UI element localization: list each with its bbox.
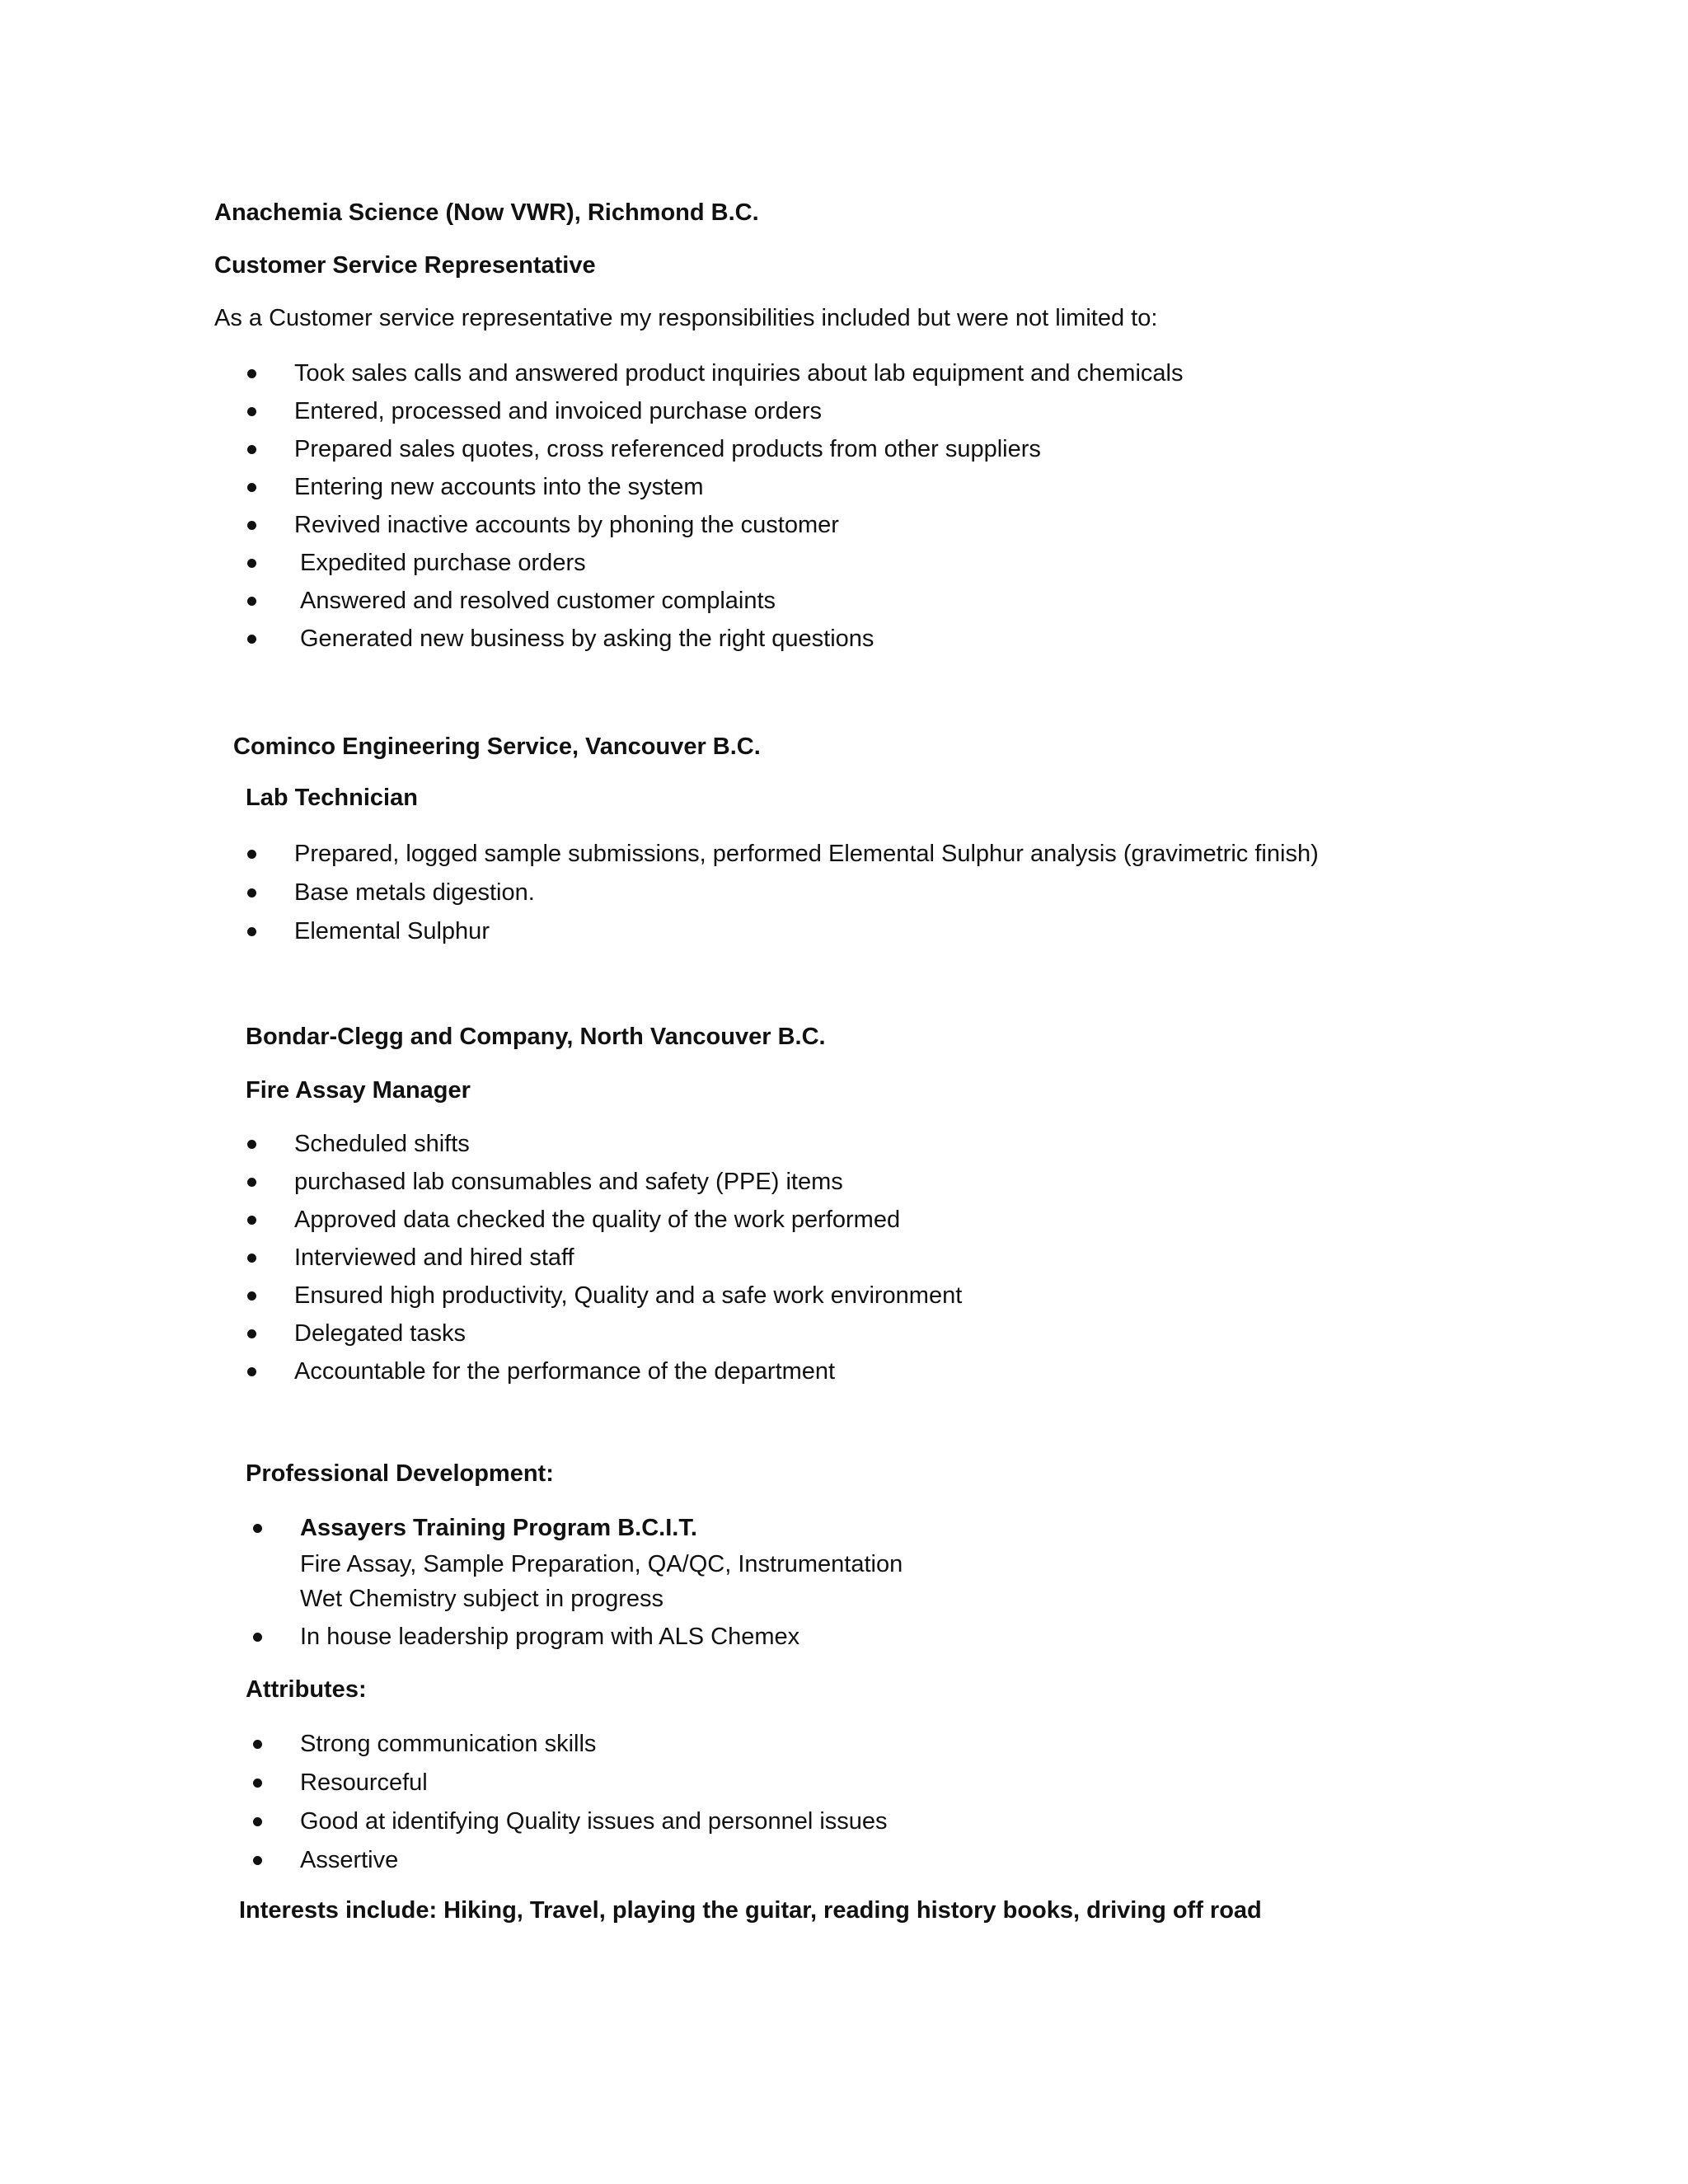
job3-company: Bondar-Clegg and Company, North Vancouver B.C. bbox=[246, 1024, 826, 1050]
bullet-icon bbox=[247, 445, 256, 454]
bullet-icon bbox=[247, 888, 256, 898]
bullet-icon bbox=[247, 407, 256, 416]
program-title: Assayers Training Program B.C.I.T. bbox=[300, 1515, 697, 1541]
job2-title: Lab Technician bbox=[246, 785, 418, 811]
bullet-icon bbox=[247, 483, 256, 492]
leadership-program: In house leadership program with ALS Chemex bbox=[300, 1624, 800, 1650]
job2-company: Cominco Engineering Service, Vancouver B.C. bbox=[233, 733, 761, 760]
job1-intro: As a Customer service representative my responsibilities included but were not limited to: bbox=[214, 305, 1158, 331]
interests-line: Interests include: Hiking, Travel, playing the guitar, reading history books, driving off road bbox=[239, 1897, 1262, 1924]
development-heading: Professional Development: bbox=[246, 1460, 554, 1487]
bullet-icon bbox=[247, 559, 256, 568]
bullet-icon bbox=[247, 521, 256, 530]
bullet-icon bbox=[253, 1817, 262, 1826]
bullet-icon bbox=[253, 1779, 262, 1788]
bullet-icon bbox=[247, 369, 256, 378]
bullet-icon bbox=[247, 1367, 256, 1376]
bullet-icon bbox=[247, 927, 256, 936]
attributes-heading: Attributes: bbox=[246, 1676, 367, 1703]
resume-page: Anachemia Science (Now VWR), Richmond B.C. Customer Service Representative As a Customer service representative my responsibilities included but were not limited to: Took sales calls and answered product inquiries about lab equipment and chemicals Entered, processed and invoiced purchase orders Prepared sales quotes, cross referenced products from other suppliers Entering new accounts into the system Revived inactive accounts by phoning the customer Expedited purchase orders Answered and resolved customer complaints Generated new business by asking the right questions Cominco Engineering Service, Vancouver B.C. Lab Technician Prepared, logged sample submissions, performed Elemental Sulphur analysis (gravimetric finish) Base metals digestion. Elemental Sulphur Bondar-Clegg and Company, North Vancouver B.C. Fire Assay Manager Scheduled shifts purchased lab consumables and safety (PPE) items Approved data checked the quality of the work performed Interviewed and hired staff Ensured high productivity, Quality and a safe work environment Delegated tasks Accountable for the performance of the department Professional Development: Assayers Training Program B.C.I.T. Fire Assay, Sample Preparation, QA/QC, Instrumentation Wet Chemistry subject in progress In house leadership program with ALS Chemex Attributes: Strong communication skills Resourceful Good at identifying Quality issues and personnel issues Assertive Interests include: Hiking, Travel, playing the guitar, reading history books, driving off road bbox=[214, 199, 1319, 1924]
program-detail-line2: Wet Chemistry subject in progress bbox=[300, 1586, 664, 1612]
bullet-icon bbox=[247, 1254, 256, 1263]
bullet-icon bbox=[253, 1740, 262, 1749]
job3-title: Fire Assay Manager bbox=[246, 1077, 471, 1104]
bullet-icon bbox=[247, 1178, 256, 1187]
job1-title: Customer Service Representative bbox=[214, 252, 596, 279]
program-detail-line1: Fire Assay, Sample Preparation, QA/QC, Instrumentation bbox=[300, 1551, 903, 1577]
bullet-icon bbox=[247, 635, 256, 644]
bullet-icon bbox=[247, 1216, 256, 1225]
bullet-icon bbox=[247, 1329, 256, 1338]
bullet-icon bbox=[247, 850, 256, 859]
bullet-icon bbox=[247, 597, 256, 606]
bullet-icon bbox=[247, 1291, 256, 1301]
bullet-icon bbox=[253, 1633, 262, 1642]
bullet-icon bbox=[247, 1140, 256, 1149]
bullet-icon bbox=[253, 1856, 262, 1865]
job1-company: Anachemia Science (Now VWR), Richmond B.C. bbox=[214, 199, 759, 226]
bullet-icon bbox=[253, 1524, 262, 1533]
